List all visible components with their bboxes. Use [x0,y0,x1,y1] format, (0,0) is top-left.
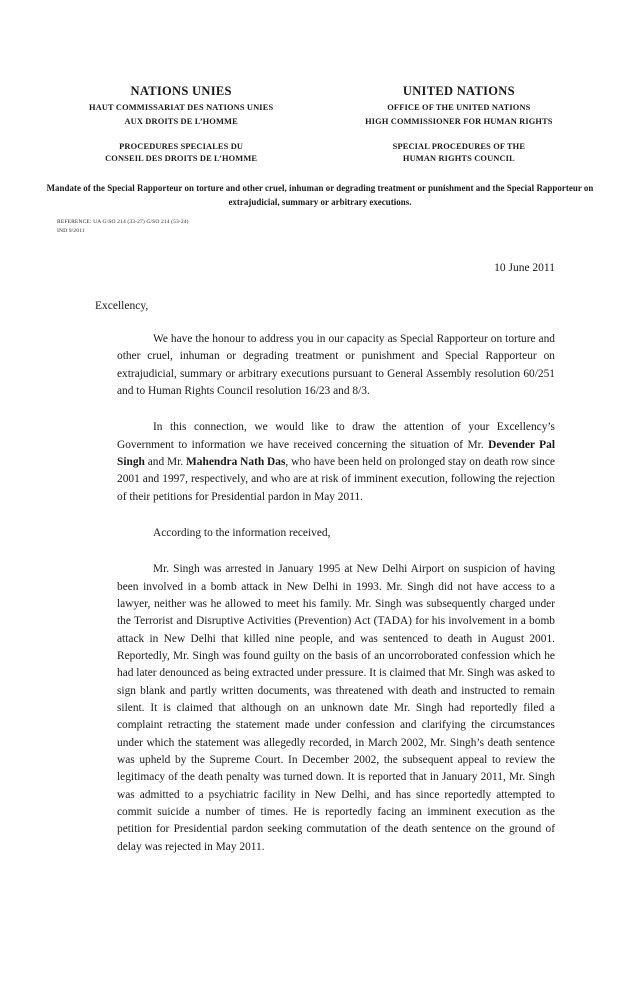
office-name-english-line2: HIGH COMMISSIONER FOR HUMAN RIGHTS [365,116,553,126]
paragraph-information-lead: According to the information received, [153,527,331,540]
organization-name-english: UNITED NATIONS [402,84,515,98]
subject-name-singh: Devender Pal Singh [117,438,555,469]
paragraph-subjects [117,419,555,506]
office-name-english-line1: OFFICE OF THE UNITED NATIONS [387,102,531,112]
office-name-french-line2: AUX DROITS DE L’HOMME [124,116,238,126]
procedures-french-line2: CONSEIL DES DROITS DE L’HOMME [105,154,258,164]
salutation: Excellency, [95,300,149,313]
document-page [0,84,640,989]
paragraph-subjects-text-1: In this connection, we would like to draw the attention of your Excellency’s Government to information we have received concerning the situation of Mr. [117,421,555,451]
mandate-statement: Mandate of the Special Rapporteur on torture and other cruel, inhuman or degrading treatment or punishment and the Special Rapporteur on extrajudicial, summary or arbitrary executions. [46,183,594,207]
subject-name-das: Mahendra Nath Das [186,456,286,469]
procedures-block-french [58,141,304,165]
letterhead-french-column [58,84,304,165]
procedures-french-line1: PROCEDURES SPECIALES DU [119,142,244,152]
paragraph-case-narrative: Mr. Singh was arrested in January 1995 at New Delhi Airport on suspicion of having been involved in a bomb attack in New Delhi in 1993. Mr. Singh did not have access to a lawyer, neither was he allowed to meet his family. Mr. Singh was subsequently charged under the Terrorist and Disruptive Activities (Prevention) Act (TADA) for his involvement in a bomb attack in New Delhi that killed nine people, and was sentenced to death in August 2001. Reportedly, Mr. Singh was found guilty on the basis of an uncorroborated confession which he had later denounced as being extracted under pressure. It is claimed that Mr. Singh was asked to sign blank and partly written documents, was threatened with death and instructed to remain silent. It is claimed that although on an unknown date Mr. Singh had reportedly filed a complaint retracting the statement made under confession and clarifying the circumstances under which the statement was allegedly recorded, in March 2002, Mr. Singh’s death sentence was upheld by the Supreme Court. In December 2002, the subsequent appeal to review the legitimacy of the death penalty was turned down. It is reported that in January 2011, Mr. Singh was admitted to a psychiatric facility in New Delhi, and has since reportedly attempted to commit suicide a number of times. He is reportedly facing an imminent execution as the petition for Presidential pardon seeking commutation of the death sentence on the ground of delay was rejected in May 2011. [117,563,555,853]
procedures-english-line2: HUMAN RIGHTS COUNCIL [402,154,515,164]
organization-name-french: NATIONS UNIES [130,84,232,98]
letter-date: 10 June 2011 [494,262,555,275]
letterhead [0,84,640,165]
paragraph-capacity: We have the honour to address you in our capacity as Special Rapporteur on torture and other cruel, inhuman or degrading treatment or punishment and Special Rapporteur on extrajudicial, summary or arbitrary executions pursuant to General Assembly resolution 60/251 and to Human Rights Council resolution 16/23 and 8/3. [117,333,555,398]
letter-body [117,331,555,856]
procedures-block-english [336,141,582,165]
procedures-english-line1: SPECIAL PROCEDURES OF THE [392,142,526,152]
paragraph-subjects-text-2: and Mr. [144,456,187,469]
reference-block [57,218,640,236]
reference-line-1: REFERENCE: UA G/SO 214 (33-27) G/SO 214 (53-24) [57,219,189,226]
letterhead-english-column [336,84,582,165]
office-name-french-line1: HAUT COMMISSARIAT DES NATIONS UNIES [89,102,274,112]
paragraph-subjects-text-3: , who have been held on prolonged stay on death row since 2001 and 1997, respectively, and who are at risk of imminent execution, following the rejection of their petitions for Presidential pardon in May 2011. [117,456,555,503]
reference-line-2: IND 9/2011 [57,228,85,235]
